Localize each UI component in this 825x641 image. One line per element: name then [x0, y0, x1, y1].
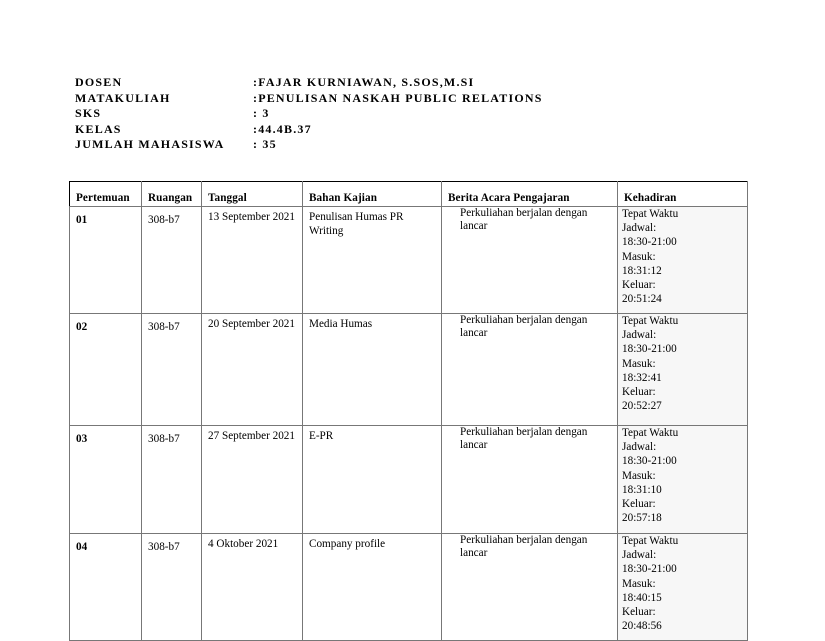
table-row: [70, 426, 748, 534]
kehadiran-masuk: 18:40:15: [622, 591, 662, 604]
cell-ruangan: 308-b7: [142, 314, 202, 426]
cell-kehadiran: [618, 207, 748, 314]
table-header-row: [70, 182, 748, 207]
kehadiran-keluar-label: Keluar:: [622, 279, 656, 292]
cell-bahan-kajian: Penulisan Humas PR Writing: [303, 207, 442, 314]
cell-ruangan: 308-b7: [142, 207, 202, 314]
header-ruangan: Ruangan: [142, 182, 202, 207]
kehadiran-masuk-label: Masuk:: [622, 250, 656, 263]
kehadiran-masuk-label: Masuk:: [622, 357, 656, 370]
kehadiran-jadwal-label: Jadwal:: [622, 549, 657, 562]
table-row: [70, 314, 748, 426]
cell-berita-acara: Perkuliahan berjalan dengan lancar: [442, 426, 618, 534]
kehadiran-keluar: 20:57:18: [622, 512, 662, 525]
kehadiran-jadwal-label: Jadwal:: [622, 441, 657, 454]
info-value: : 3: [253, 106, 270, 121]
cell-pertemuan: 04: [70, 534, 142, 641]
cell-kehadiran: [618, 426, 748, 534]
cell-berita-acara: Perkuliahan berjalan dengan lancar: [442, 534, 618, 641]
kehadiran-jadwal: 18:30-21:00: [622, 563, 677, 576]
kehadiran-masuk-label: Masuk:: [622, 469, 656, 482]
info-label: SKS: [75, 106, 102, 121]
kehadiran-keluar: 20:51:24: [622, 293, 662, 306]
kehadiran-jadwal-label: Jadwal:: [622, 222, 657, 235]
kehadiran-keluar-label: Keluar:: [622, 386, 656, 399]
kehadiran-masuk: 18:31:12: [622, 264, 662, 277]
table-row: [70, 534, 748, 641]
cell-kehadiran: [618, 314, 748, 426]
cell-bahan-kajian: Company profile: [303, 534, 442, 641]
kehadiran-status: Tepat Waktu: [622, 315, 679, 327]
kehadiran-keluar-label: Keluar:: [622, 606, 656, 619]
cell-berita-acara: Perkuliahan berjalan dengan lancar: [442, 314, 618, 426]
cell-tanggal: 13 September 2021: [202, 207, 303, 314]
kehadiran-keluar-label: Keluar:: [622, 498, 656, 511]
kehadiran-jadwal: 18:30-21:00: [622, 343, 677, 356]
info-value: :PENULISAN NASKAH PUBLIC RELATIONS: [253, 90, 543, 105]
cell-pertemuan: 03: [70, 426, 142, 534]
kehadiran-jadwal: 18:30-21:00: [622, 455, 677, 468]
kehadiran-masuk: 18:32:41: [622, 371, 662, 384]
kehadiran-status: Tepat Waktu: [622, 427, 679, 439]
cell-tanggal: 4 Oktober 2021: [202, 534, 303, 641]
header-berita-acara: Berita Acara Pengajaran: [442, 182, 618, 207]
cell-pertemuan: 02: [70, 314, 142, 426]
kehadiran-jadwal: 18:30-21:00: [622, 236, 677, 249]
kehadiran-masuk: 18:31:10: [622, 483, 662, 496]
cell-ruangan: 308-b7: [142, 534, 202, 641]
info-label: KELAS: [75, 121, 122, 136]
info-value: :44.4B.37: [253, 121, 312, 136]
kehadiran-jadwal-label: Jadwal:: [622, 329, 657, 342]
info-label: JUMLAH MAHASISWA: [75, 137, 225, 152]
info-label: MATAKULIAH: [75, 90, 171, 105]
info-value: :FAJAR KURNIAWAN, S.SOS,M.SI: [253, 75, 475, 89]
cell-bahan-kajian: E-PR: [303, 426, 442, 534]
cell-pertemuan: 01: [70, 207, 142, 314]
header-kehadiran: Kehadiran: [618, 182, 748, 207]
table-row: [70, 207, 748, 314]
kehadiran-status: Tepat Waktu: [622, 535, 679, 547]
cell-kehadiran: [618, 534, 748, 641]
kehadiran-keluar: 20:52:27: [622, 400, 662, 413]
cell-ruangan: 308-b7: [142, 426, 202, 534]
cell-tanggal: 20 September 2021: [202, 314, 303, 426]
kehadiran-status: Tepat Waktu: [622, 208, 679, 220]
kehadiran-masuk-label: Masuk:: [622, 577, 656, 590]
kehadiran-keluar: 20:48:56: [622, 620, 662, 633]
header-pertemuan: Pertemuan: [70, 182, 142, 207]
cell-bahan-kajian: Media Humas: [303, 314, 442, 426]
attendance-table: [69, 181, 748, 641]
info-value: : 35: [253, 137, 277, 152]
cell-tanggal: 27 September 2021: [202, 426, 303, 534]
header-tanggal: Tanggal: [202, 182, 303, 207]
cell-berita-acara: Perkuliahan berjalan dengan lancar: [442, 207, 618, 314]
info-label: DOSEN: [75, 75, 123, 89]
header-bahan-kajian: Bahan Kajian: [303, 182, 442, 207]
